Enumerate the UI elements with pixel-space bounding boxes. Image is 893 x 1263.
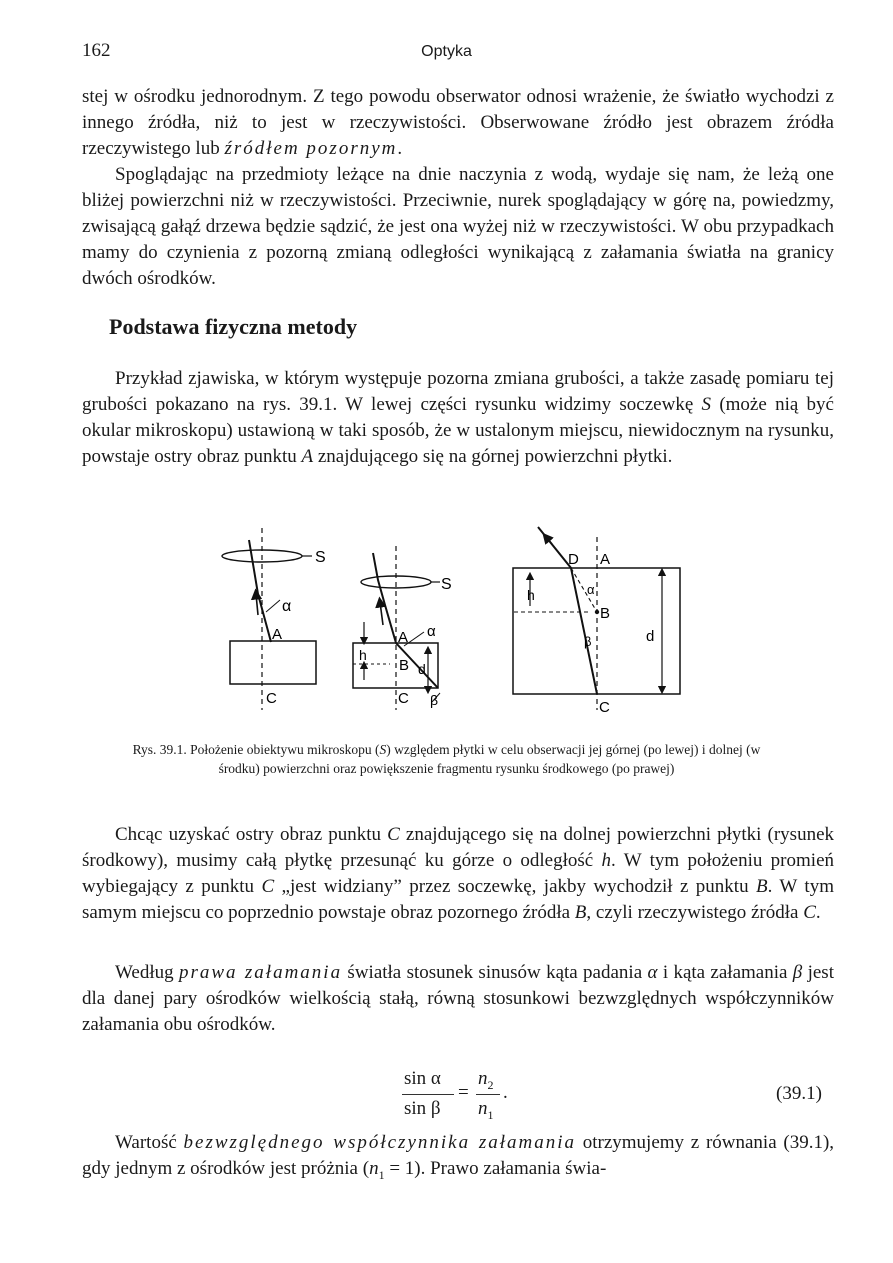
paragraph-6: Wartość bezwzględnego współczynnika załamania otrzymujemy z równania (39.1), gdy jednym z ośrodków jest próżnia $(n_1 = 1)$. Prawo załamania świa- (82, 1132, 835, 1182)
paragraph-2: Spoglądając na przedmioty leżące na dnie naczynia z wodą, wydaje się nam, że leżą one bliżej powierzchni niż w rzeczywistości. Przeciwnie, nurek spoglądający w górę na, powiedzmy, zwisającą gałąź drzewa będzie sądzić, że jest ona wyżej niż w rzeczywistości. W obu przypadkach mamy do czynienia z pozorną zmianą odległości wynikającą z załamania światła na granicy dwóch ośrodków. (82, 164, 834, 289)
label-S-left: S (315, 549, 326, 566)
label-d-right: d (646, 628, 655, 645)
label-A-left: A (272, 626, 283, 643)
paragraph-4: Chcąc uzyskać ostry obraz punktu C znajdującego się na dolnej powierzchni płytki (rysunek środkowy), musimy całą płytkę przesunąć ku górze o odległość h. W tym położeniu promień wybiegający z punktu C „jest widziany” przez soczewkę, jakby wychodził z punktu B. W tym samym miejscu co poprzednio powstaje obraz pozornego źródła B, czyli rzeczywistego źródła C. (82, 824, 834, 923)
right-diagram (513, 527, 680, 710)
label-alpha-left: α (282, 598, 292, 615)
point-B-dot (595, 610, 599, 614)
label-alpha-mid: α (427, 623, 436, 640)
eq-num-right: $n_2$ (478, 1068, 494, 1092)
label-h-right: h (527, 587, 535, 603)
paragraph-1: stej w ośrodku jednorodnym. Z tego powodu obserwator odnosi wrażenie, że światło wychodzi z innego źródła, niż to jest w rzeczywistości. Obserwowane źródło jest obrazem źródła rzeczywistego lub źródłem pozornym. (82, 86, 834, 159)
label-B-mid: B (399, 657, 410, 674)
label-h-mid: h (359, 647, 367, 663)
paragraph-5: Według prawa załamania światła stosunek sinusów kąta padania α i kąta załamania β jest dla danej pary ośrodków wielkością stałą, równą stosunkowi bezwzględnych współczynników załamania obu ośrodków. (82, 962, 834, 1035)
eq-period: . (503, 1082, 508, 1103)
eq-den-right: $n_1$ (478, 1098, 494, 1122)
left-diagram (222, 528, 316, 710)
label-D-right: D (568, 551, 579, 568)
label-S-mid: S (441, 576, 452, 593)
section-heading: Podstawa fizyczna metody (109, 314, 358, 339)
label-beta-right: β (584, 634, 592, 649)
label-d-mid: d (418, 661, 426, 677)
label-A-right: A (600, 551, 611, 568)
eq-frac-line-right (476, 1094, 500, 1095)
eq-number: (39.1) (776, 1083, 822, 1104)
eq-equals: = (458, 1082, 469, 1103)
label-A-mid: A (398, 629, 409, 646)
label-beta-mid: β (430, 692, 439, 708)
eq-den-left: sin β (404, 1098, 441, 1119)
eq-num-left: sin α (404, 1068, 441, 1089)
label-C-mid: C (398, 690, 409, 707)
label-B-right: B (600, 605, 611, 622)
label-alpha-right: α (587, 582, 595, 597)
eq-frac-line-left (402, 1094, 454, 1095)
paragraph-3: Przykład zjawiska, w którym występuje pozorna zmiana grubości, a także zasadę pomiaru tej grubości pokazano na rys. 39.1. W lewej części rysunku widzimy soczewkę S (może nią być okular mikroskopu) ustawioną w taki sposób, że w ustalonym miejscu, niewidocznym na rysunku, powstaje ostry obraz punktu A znajdującego się na górnej powierzchni płytki. (82, 368, 834, 467)
label-C-left: C (266, 690, 277, 707)
page-number: 162 (82, 40, 111, 61)
figure-caption: Rys. 39.1. Położenie obiektywu mikroskopu (S) względem płytki w celu obserwacji jej górnej (po lewej) i dolnej (w środku) powierzchni oraz powiększenie fragmentu rysunku środkowego (po prawej) (132, 742, 761, 776)
running-title: Optyka (421, 43, 472, 60)
label-C-right: C (599, 699, 610, 716)
